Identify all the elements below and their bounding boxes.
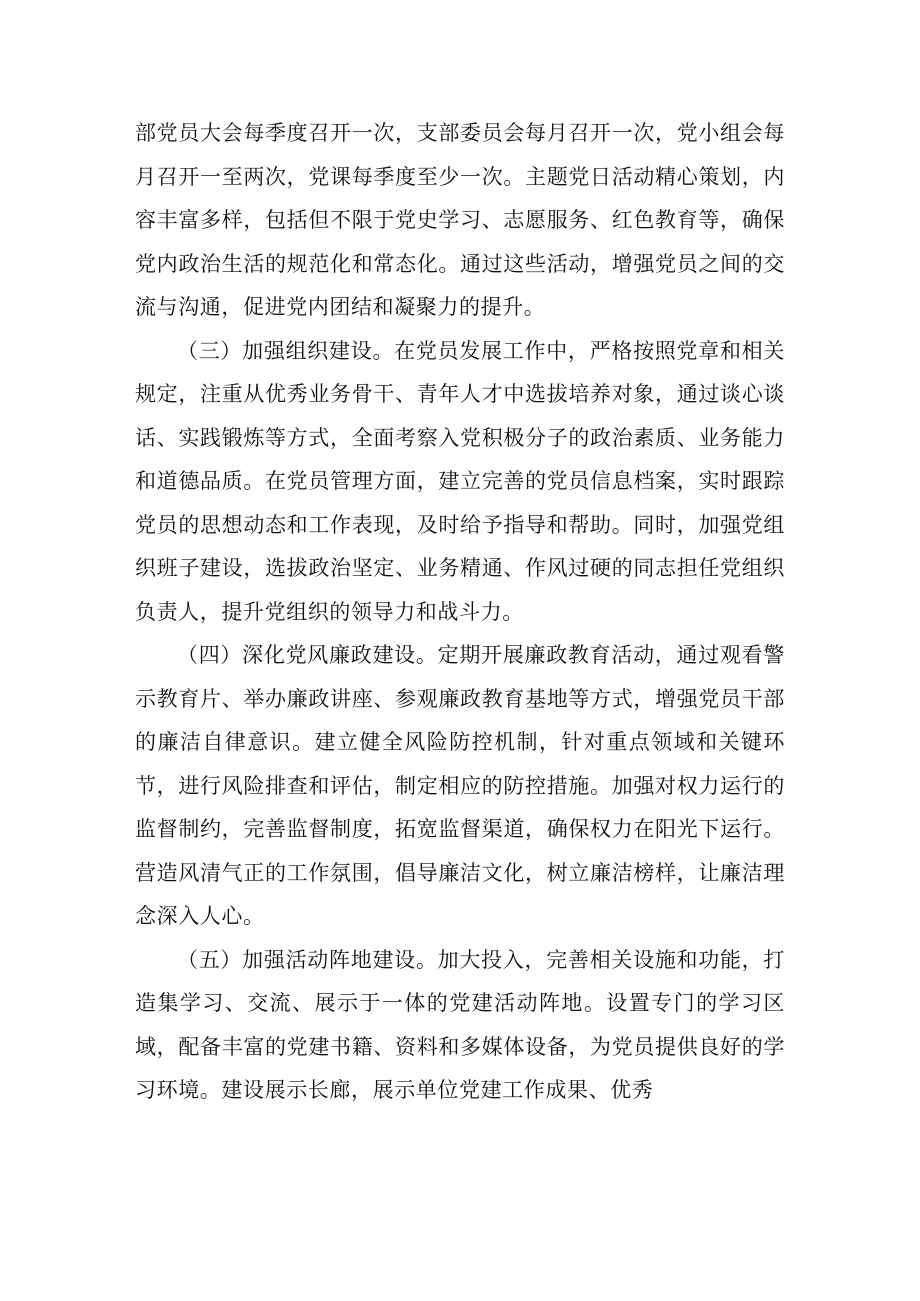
document-body xyxy=(135,112,785,1113)
paragraph-integrity-building: （四）深化党风廉政建设。定期开展廉政教育活动，通过观看警示教育片、举办廉政讲座、参观廉政教育基地等方式，增强党员干部的廉洁自律意识。建立健全风险防控机制，针对重点领域和关键环节，进行风险排查和评估，制定相应的防控措施。加强对权力运行的监督制约，完善监督制度，拓宽监督渠道，确保权力在阳光下运行。营造风清气正的工作氛围，倡导廉洁文化，树立廉洁榜样，让廉洁理念深入人心。 xyxy=(135,643,785,928)
paragraph-meeting-schedule: 部党员大会每季度召开一次，支部委员会每月召开一次，党小组会每月召开一至两次，党课每季度至少一次。主题党日活动精心策划，内容丰富多样，包括但不限于党史学习、志愿服务、红色教育等，确保党内政治生活的规范化和常态化。通过这些活动，增强党员之间的交流与沟通，促进党内团结和凝聚力的提升。 xyxy=(135,121,785,319)
paragraph-organization-building: （三）加强组织建设。在党员发展工作中，严格按照党章和相关规定，注重从优秀业务骨干、青年人才中选拔培养对象，通过谈心谈话、实践锻炼等方式，全面考察入党积极分子的政治素质、业务能力和道德品质。在党员管理方面，建立完善的党员信息档案，实时跟踪党员的思想动态和工作表现，及时给予指导和帮助。同时，加强党组织班子建设，选拔政治坚定、业务精通、作风过硬的同志担任党组织负责人，提升党组织的领导力和战斗力。 xyxy=(135,338,785,624)
paragraph-activity-venue: （五）加强活动阵地建设。加大投入，完善相关设施和功能，打造集学习、交流、展示于一体的党建活动阵地。设置专门的学习区域，配备丰富的党建书籍、资料和多媒体设备，为党员提供良好的学习环境。建设展示长廊，展示单位党建工作成果、优秀 xyxy=(135,947,785,1102)
